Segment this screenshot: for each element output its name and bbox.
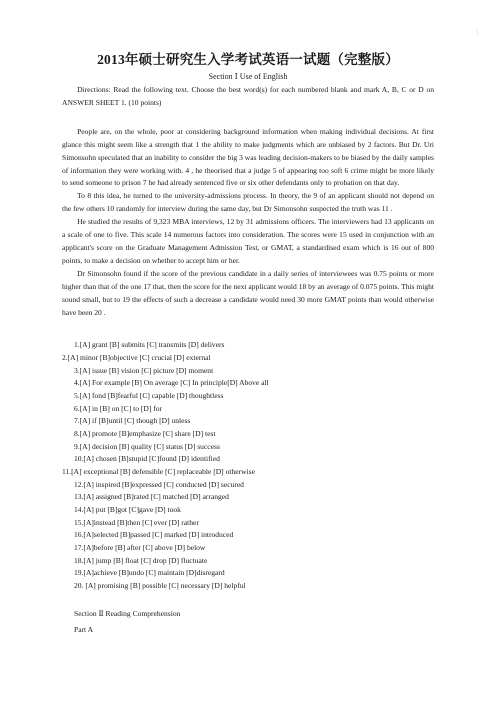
answer-option-row: 18.[A] jump [B] float [C] drop [D] fluctuate xyxy=(74,555,208,565)
part-label: Part A xyxy=(74,624,94,634)
answer-option-row: 8.[A] promote [B]emphasize [C] share [D] test xyxy=(74,429,216,438)
answer-option-row: 1.[A] grant [B] submits [C] transmits [D] delivers xyxy=(74,340,225,350)
answer-options-list xyxy=(62,339,434,592)
paragraph-gap xyxy=(62,110,434,126)
directions-text: Directions: Read the following text. Choose the best word(s) for each numbered blank and mark A, B, C or D on ANSWER SHEET 1. (10 points) xyxy=(62,85,434,107)
page-title: 2013年硕士研究生入学考试英语一试题（完整版） xyxy=(97,52,399,67)
answer-option-row: 20. [A] promising [B] possible [C] necessary [D] helpful xyxy=(74,580,246,590)
corner-mark: \ xyxy=(476,28,478,36)
section-heading-reading-comprehension: Section Ⅱ Reading Comprehension xyxy=(74,608,181,618)
passage-paragraph-4: Dr Simonsohn found if the score of the previous candidate in a daily series of interviewees was 0.75 points or more higher than that of the one 17 that, then the score for the next applicant would 18 by an average of 0.075 points. This might sound small, but to 19 the effects of such a decrease a candidate would need 30 more GMAT points than would otherwise have been 20 . xyxy=(62,268,434,317)
passage-paragraph-1: People are, on the whole, poor at considering background information when making individual decisions. At first glance this might seem like a strength that 1 the ability to make judgments which are unbiased by 2 factors. But Dr. Uri Simonsohn speculated that an inability to consider the big 3 was leading decision-makers to be biased by the daily samples of information they were working with. 4 , he theorised that a judge 5 of appearing too soft 6 crime might be more likely to send someone to prison 7 he had already sentenced five or six other defendants only to probation on that day. xyxy=(62,126,434,188)
answer-option-row: 19.[A]achieve [B]undo [C] maintain [D]disregard xyxy=(74,568,225,578)
answer-option-row: 10.[A] chosen [B]stupid [C]found [D] identified xyxy=(74,454,220,464)
answer-option-row: 13.[A] assigned [B]rated [C] matched [D] arranged xyxy=(74,492,229,502)
passage-paragraph-3: He studied the results of 9,323 MBA interviews, 12 by 31 admissions officers. The interviewers had 13 applicants on a scale of one to five. This scale 14 numerous factors into consideration. The scores were 15 used in conjunction with an applicant's score on the Graduate Management Admission Test, or GMAT, a standardised exam which is 16 out of 800 points, to make a decision on whether to accept him or her. xyxy=(62,217,434,265)
answer-option-row: 16.[A]selected [B]passed [C] marked [D] introduced xyxy=(74,530,234,540)
answer-option-row: 4.[A] For example [B] On average [C] In principle[D] Above all xyxy=(74,378,269,388)
answer-option-row: 15.[A]instead [B]then [C] ever [D] rather xyxy=(74,517,199,527)
answer-option-row: 12.[A] inspired [B]expressed [C] conducted [D] secured xyxy=(74,479,244,489)
answer-option-row: 6.[A] in [B] on [C] to [D] for xyxy=(74,403,163,413)
section-heading-use-of-english: Section Ⅰ Use of English xyxy=(208,72,288,81)
answer-option-row: 7.[A] if [B]until [C] though [D] unless xyxy=(74,416,191,426)
answer-option-row: 11.[A] exceptional [B] defensible [C] replaceable [D] otherwise xyxy=(62,466,255,476)
answer-option-row: 2.[A] minor [B]objective [C] crucial [D] external xyxy=(62,353,211,363)
answer-option-row: 17.[A]before [B] after [C] above [D] below xyxy=(74,542,206,552)
answer-option-row: 9.[A] decision [B] quality [C] status [D] success xyxy=(74,441,220,451)
answer-option-row: 3.[A] issue [B] vision [C] picture [D] moment xyxy=(74,365,214,375)
document-body xyxy=(62,84,434,636)
answer-option-row: 5.[A] fond [B]fearful [C] capable [D] thoughtless xyxy=(74,391,224,401)
answer-option-row: 14.[A] put [B]got [C]gave [D] took xyxy=(74,504,181,514)
passage-paragraph-2: To 8 this idea, he turned to the university-admissions process. In theory, the 9 of an applicant should not depend on the few others 10 randomly for interview during the same day, but Dr Simonsohn suspected the truth was 11 . xyxy=(62,191,434,214)
